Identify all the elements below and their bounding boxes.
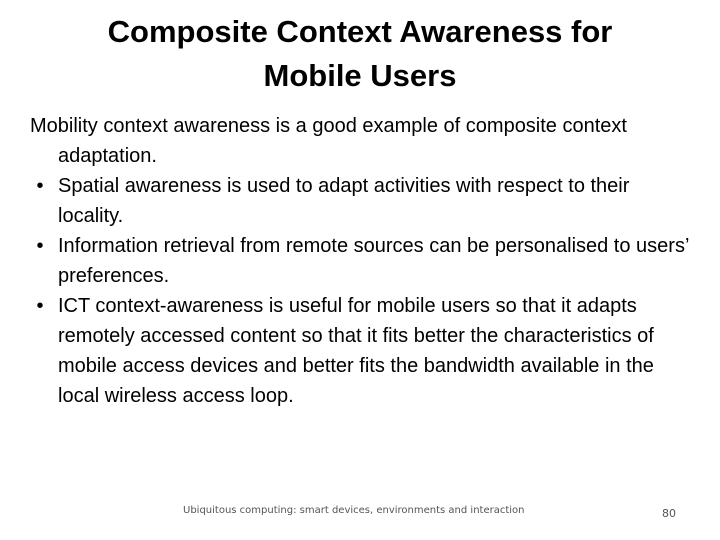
bullet-list [30, 171, 700, 411]
bullet-item [30, 231, 700, 291]
bullet-text: Spatial awareness is used to adapt activities with respect to their locality. [58, 175, 630, 227]
bullet-dot-icon: • [36, 175, 44, 197]
bullet-item [30, 291, 700, 411]
slide-title-line-1: Composite Context Awareness for [107, 14, 613, 49]
footer-text: Ubiquitous computing: smart devices, environments and interaction [183, 505, 525, 516]
bullet-text: Information retrieval from remote sources can be personalised to users’ preferences. [58, 235, 689, 287]
page-number: 80 [662, 507, 676, 520]
bullet-item [30, 171, 700, 231]
bullet-text: ICT context-awareness is useful for mobile users so that it adapts remotely accessed content so that it fits better the characteristics of mobile access devices and better fits the bandwidth available in the local wireless access loop. [58, 295, 654, 407]
slide-title [0, 10, 720, 98]
bullet-dot-icon: • [36, 295, 44, 317]
bullet-dot-icon: • [36, 235, 44, 257]
intro-paragraph: Mobility context awareness is a good example of composite context adaptation. [30, 115, 627, 167]
slide-title-line-2: Mobile Users [263, 58, 457, 93]
slide-body [30, 111, 700, 411]
